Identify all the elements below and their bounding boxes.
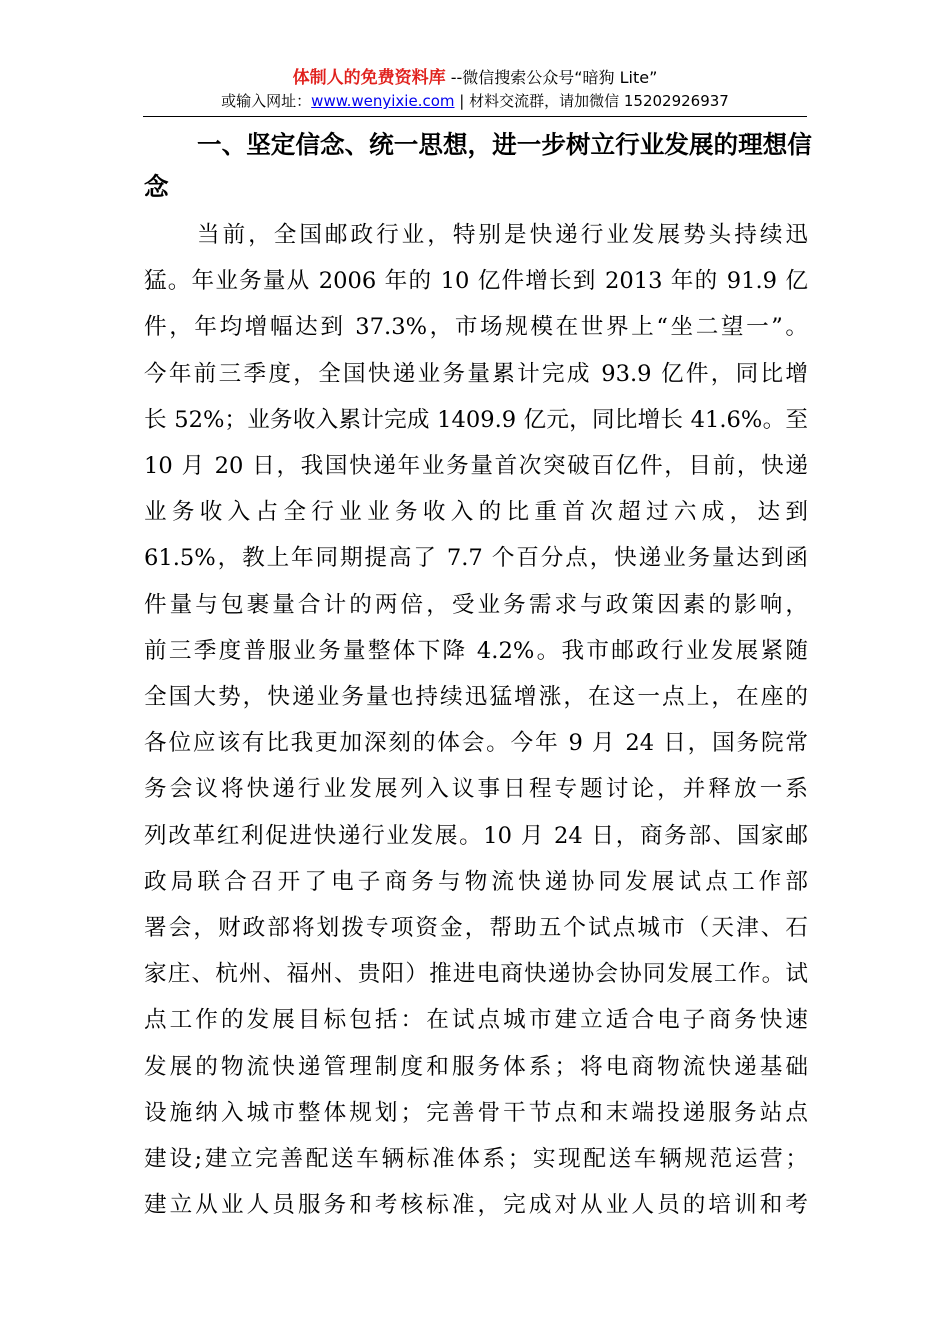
paragraph-line: 务会议将快递行业发展列入议事日程专题讨论，并释放一系 xyxy=(144,776,808,803)
paragraph-line: 建立从业人员服务和考核标准，完成对从业人员的培训和考 xyxy=(144,1192,808,1219)
header-contact-line xyxy=(0,90,950,112)
header-divider xyxy=(143,116,807,117)
body-paragraph xyxy=(144,212,808,1228)
paragraph-line: 今年前三季度，全国快递业务量累计完成 93.9 亿件，同比增 xyxy=(144,360,808,387)
wechat-promo-text: --微信搜索公众号“暗狗 Lite” xyxy=(445,68,658,87)
paragraph-line: 前三季度普服业务量整体下降 4.2%。我市邮政行业发展紧随 xyxy=(144,637,808,664)
paragraph-line: 家庄、杭州、福州、贵阳）推进电商快递协会协同发展工作。试 xyxy=(144,961,808,988)
paragraph-line: 长 52%；业务收入累计完成 1409.9 亿元，同比增长 41.6%。至 xyxy=(144,406,808,433)
paragraph-line: 61.5%，教上年同期提高了 7.7 个百分点，快递业务量达到函 xyxy=(144,545,808,572)
paragraph-line: 猛。年业务量从 2006 年的 10 亿件增长到 2013 年的 91.9 亿 xyxy=(144,268,808,295)
brand-title: 体制人的免费资料库 xyxy=(292,68,446,88)
url-prefix-text: 或输入网址： xyxy=(221,92,312,110)
paragraph-line: 政局联合召开了电子商务与物流快递协同发展试点工作部 xyxy=(144,868,808,895)
paragraph-line: 发展的物流快递管理制度和服务体系；将电商物流快递基础 xyxy=(144,1053,808,1080)
contact-text: | 材料交流群，请加微信 15202926937 xyxy=(454,92,729,110)
paragraph-line: 全国大势，快递业务量也持续迅猛增涨，在这一点上，在座的 xyxy=(144,684,808,711)
header-promo-line xyxy=(0,66,950,90)
paragraph-line: 建设;建立完善配送车辆标准体系；实现配送车辆规范运营； xyxy=(144,1146,808,1173)
paragraph-line: 设施纳入城市整体规划；完善骨干节点和末端投递服务站点 xyxy=(144,1099,808,1126)
section-heading xyxy=(144,124,812,208)
section-heading-line-1: 一、坚定信念、统一思想，进一步树立行业发展的理想信 xyxy=(197,130,812,159)
section-heading-line-2: 念 xyxy=(144,172,169,201)
document-body xyxy=(144,124,812,1228)
page-header xyxy=(0,66,950,112)
paragraph-line: 件量与包裹量合计的两倍，受业务需求与政策因素的影响， xyxy=(144,591,808,618)
paragraph-line: 点工作的发展目标包括：在试点城市建立适合电子商务快速 xyxy=(144,1007,808,1034)
paragraph-line: 列改革红利促进快递行业发展。10 月 24 日，商务部、国家邮 xyxy=(144,822,808,849)
paragraph-line: 各位应该有比我更加深刻的体会。今年 9 月 24 日，国务院常 xyxy=(144,730,808,757)
paragraph-line: 业务收入占全行业业务收入的比重首次超过六成，达到 xyxy=(144,499,808,526)
website-link[interactable]: www.wenyixie.com xyxy=(311,92,455,110)
paragraph-line: 10 月 20 日，我国快递年业务量首次突破百亿件，目前，快递 xyxy=(144,453,808,480)
paragraph-line: 署会，财政部将划拨专项资金，帮助五个试点城市（天津、石 xyxy=(144,915,808,942)
paragraph-line: 当前，全国邮政行业，特别是快递行业发展势头持续迅 xyxy=(197,222,808,248)
paragraph-line: 件，年均增幅达到 37.3%，市场规模在世界上“坐二望一”。 xyxy=(144,314,808,341)
